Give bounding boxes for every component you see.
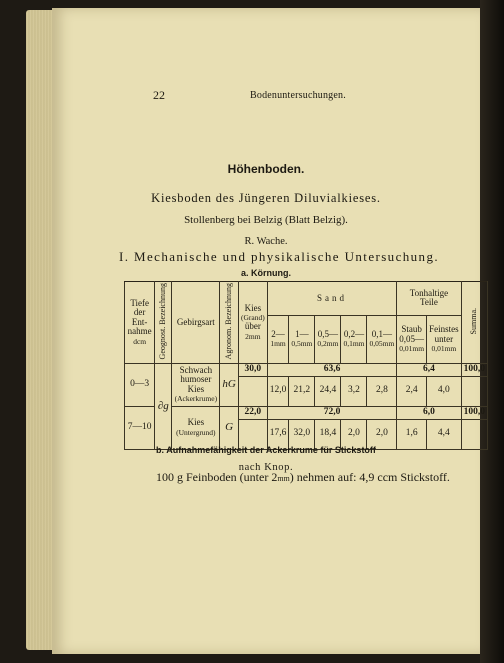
grain-size-table <box>124 281 488 450</box>
header-sand-col: 0,1— 0,05mm <box>367 315 397 363</box>
author: R. Wache. <box>244 236 288 247</box>
section-1-title: I. Mechanische und physikalische Untersuchung. <box>119 249 440 264</box>
cell-ton-total: 6,4 <box>397 363 461 376</box>
cell-kies: 30,0 <box>238 363 267 376</box>
cell-kies: 22,0 <box>238 406 267 419</box>
cell-sand: 2,8 <box>367 376 397 406</box>
cell-gebirgsart: Schwach humoser Kies (Ackerkrume) <box>172 363 220 406</box>
header-staub: Staub 0,05— 0,01mm <box>397 315 427 363</box>
running-head: Bodenuntersuchungen. <box>250 90 346 101</box>
cell-sand: 12,0 <box>267 376 289 406</box>
cell-sand: 3,2 <box>341 376 367 406</box>
cell-staub: 2,4 <box>397 376 427 406</box>
cell-feinstes: 4,0 <box>427 376 462 406</box>
table-row <box>125 363 488 376</box>
header-tonhaltige: Tonhaltige Teile <box>397 282 461 316</box>
section-b-subtitle: nach Knop. <box>238 462 294 473</box>
cell-sand-total: 72,0 <box>267 406 397 419</box>
cell-tiefe: 0—3 <box>125 363 155 406</box>
header-summa: Summa. <box>461 282 487 364</box>
cell-gebirgsart: Kies (Untergrund) <box>172 406 220 449</box>
cell-agronom: G <box>220 406 239 449</box>
cell-sand: 24,4 <box>315 376 341 406</box>
header-sand-col: 2— 1mm <box>267 315 289 363</box>
table-row <box>125 406 488 419</box>
cell-ton-total: 6,0 <box>397 406 461 419</box>
header-feinstes: Feinstes unter 0,01mm <box>427 315 462 363</box>
cell-feinstes: 4,4 <box>427 419 462 449</box>
cell-staub: 1,6 <box>397 419 427 449</box>
cell-tiefe: 7—10 <box>125 406 155 449</box>
page-number: 22 <box>153 88 165 102</box>
book-page-edges <box>26 10 54 650</box>
header-gebirgsart: Gebirgsart <box>172 282 220 364</box>
cell-sand-total: 63,6 <box>267 363 397 376</box>
cell-summa: 100,0 <box>461 363 487 376</box>
header-geognost: Geognost. Bezeichnung <box>155 282 172 364</box>
document-page <box>52 8 485 654</box>
subtitle-soil-type: Kiesboden des Jüngeren Diluvialkieses. <box>151 191 381 205</box>
subtitle-location: Stollenberg bei Belzig (Blatt Belzig). <box>184 214 348 226</box>
header-sand: Sand <box>267 282 397 316</box>
cell-sand: 21,2 <box>289 376 315 406</box>
header-sand-col: 0,5— 0,2mm <box>315 315 341 363</box>
cell-empty <box>461 376 487 406</box>
cell-agronom: hG <box>220 363 239 406</box>
cell-empty <box>238 376 267 406</box>
cell-sand: 2,0 <box>367 419 397 449</box>
cell-geognost: ∂g <box>155 363 172 449</box>
cell-sand: 17,6 <box>267 419 289 449</box>
header-kies: Kies (Grand) über 2mm <box>238 282 267 364</box>
cell-sand: 2,0 <box>341 419 367 449</box>
section-b-title: b. Aufnahmefähigkeit der Ackerkrume für Stickstoff <box>156 445 376 455</box>
header-tiefe: Tiefe der Ent- nahme dcm <box>125 282 155 364</box>
cell-sand: 32,0 <box>289 419 315 449</box>
table-header-row <box>125 282 488 316</box>
header-sand-col: 0,2— 0,1mm <box>341 315 367 363</box>
feinboden-result: 100 g Feinboden (unter 2mm) nehmen auf: 4,9 ccm Stickstoff. <box>156 470 450 484</box>
cell-summa: 100,0 <box>461 406 487 419</box>
page-title: Höhenboden. <box>227 162 305 176</box>
header-agronom: Agronom. Bezeichnung <box>220 282 239 364</box>
section-1a-title: a. Körnung. <box>241 268 291 278</box>
cell-sand: 18,4 <box>315 419 341 449</box>
header-sand-col: 1— 0,5mm <box>289 315 315 363</box>
